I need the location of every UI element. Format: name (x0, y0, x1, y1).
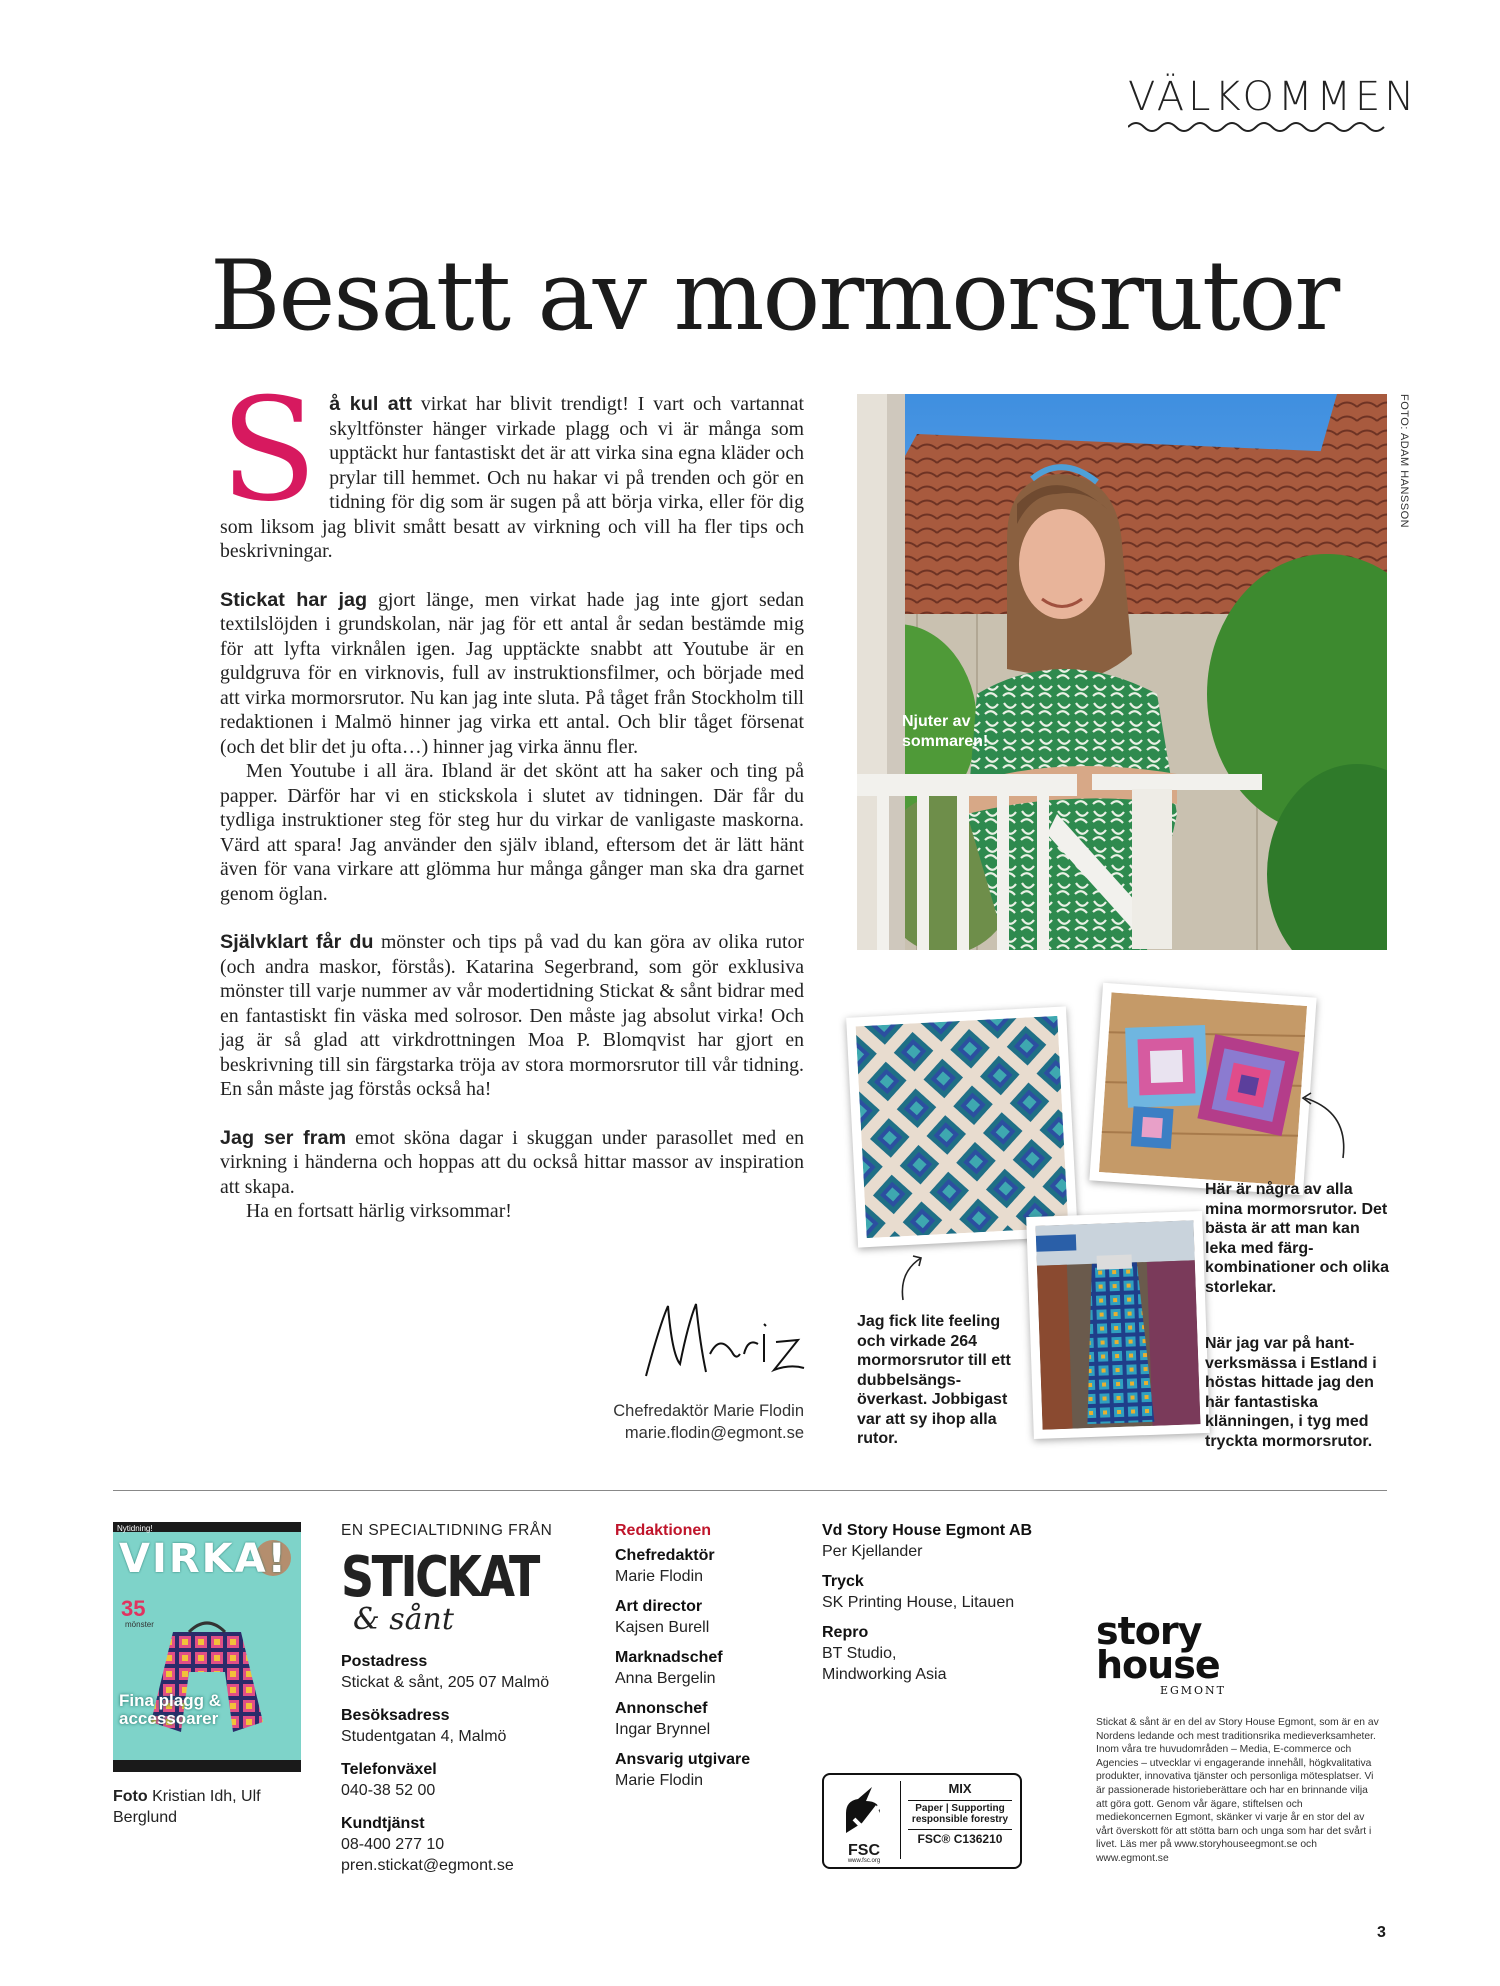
publisher-brand-sub: & sånt (353, 1602, 454, 1637)
cover-count: 35 (121, 1596, 146, 1621)
fsc-badge (822, 1773, 1022, 1869)
fsc-divider (900, 1781, 901, 1859)
article-paragraph-5 (220, 1126, 804, 1200)
staff-label: Marknadschef (615, 1649, 723, 1666)
phone-value: 040-38 52 00 (341, 1782, 436, 1799)
footer-divider (113, 1490, 1387, 1491)
visit-value: Studentgatan 4, Malmö (341, 1728, 507, 1745)
fsc-logo (832, 1783, 896, 1864)
article-body (220, 368, 805, 1224)
blanket-arrow (895, 1252, 929, 1302)
storyhouse-logo (1096, 1609, 1226, 1697)
phone-label: Telefonväxel (341, 1761, 437, 1778)
fsc-url: www.fsc.org (847, 1858, 881, 1864)
company-value: Per Kjellander (822, 1543, 923, 1560)
squares-illustration (1099, 992, 1307, 1185)
storyhouse-about: Stickat & sånt är en del av Story House Egmont, som är en av Nordens ledande och mest traditionsrika medieverksamheter. Inom våra tre huvudområden – Media, E-commerce och Agencies – utvecklar vi engagerande innehåll, högkvalitativa produkter, innovativa tjänster och personliga mötesplatser. Vi är passionerade historieberättare och har en brinnande vilja att göra gott. Genom vår ägare, stiftelsen och mediekoncernen Egmont, skänker vi varje år en stor del av vårt överskott för att stötta barn och unga som har det svårt i livet. Läs mer på www.storyhouseegmont.se och www.egmont.se (1096, 1717, 1379, 1864)
article-paragraph-4 (220, 930, 804, 1102)
dress-illustration (1035, 1220, 1200, 1429)
company-value: SK Printing House, Litauen (822, 1594, 1015, 1611)
company-value: BT Studio, (822, 1645, 897, 1662)
postal-address (341, 1651, 581, 1693)
storyhouse-line-1: story (1096, 1609, 1202, 1653)
company-label: Vd Story House Egmont AB (822, 1522, 1033, 1539)
fsc-text (904, 1781, 1016, 1846)
publisher-column (341, 1520, 581, 1888)
article-paragraph-6: Ha en fortsatt härlig virksommar! (246, 1200, 512, 1222)
staff-name: Marie Flodin (615, 1772, 704, 1789)
blanket-caption: Jag fick lite feeling och virkade 264 mormorsrutor till ett dubbelsängsöverkast. Jobbigast var att sy ihop alla rutor. (857, 1313, 1011, 1447)
company-label: Tryck (822, 1573, 864, 1590)
article-paragraph-2 (220, 588, 804, 760)
dress-photo (1026, 1211, 1210, 1439)
company-label: Repro (822, 1624, 869, 1641)
paragraph-text: virkat har blivit trendigt! I vart och vartannat skyltfönster hänger virkade plagg och vi är många som upptäckt hur fantastiskt det är att virka sina egna kläder och prylar till hemmet. Och nu hakar vi på trenden och gör en tidning för dig som är sugen på att börja virka, eller för dig som liksom jag blivit smått besatt av virkning och vill ha fler tips och beskrivningar. (220, 393, 805, 562)
page-number: 3 (1377, 1924, 1386, 1941)
paragraph-lead: Jag ser fram (220, 1126, 347, 1149)
storyhouse-line-2: house (1096, 1643, 1220, 1687)
photo-credit-text: FOTO: ADAM HANSSON (1398, 394, 1410, 529)
fsc-line-2: responsible forestry (911, 1814, 1009, 1825)
postal-value: Stickat & sånt, 205 07 Malmö (341, 1674, 550, 1691)
postal-label: Postadress (341, 1653, 428, 1670)
staff-label: Chefredaktör (615, 1547, 715, 1564)
photo-credit (1392, 394, 1416, 594)
signature-image (640, 1294, 810, 1384)
visit-address (341, 1705, 581, 1747)
editor-photo (857, 394, 1387, 950)
staff-item (615, 1545, 785, 1587)
staff-name: Kajsen Burell (615, 1619, 710, 1636)
signature-block (520, 1400, 804, 1444)
staff-item (615, 1698, 785, 1740)
wave-divider (1128, 118, 1390, 136)
staff-item (615, 1596, 785, 1638)
cover-credit (113, 1786, 301, 1828)
company-item (822, 1571, 1062, 1613)
cover-thumbnail (113, 1522, 301, 1772)
editor-email: marie.flodin@egmont.se (624, 1424, 804, 1442)
page-title: Besatt av mormorsrutor (210, 240, 1339, 352)
staff-label: Art director (615, 1598, 703, 1615)
customer-service-label: Kundtjänst (341, 1815, 425, 1832)
storyhouse-line-3: EGMONT (1159, 1684, 1226, 1697)
cover-tagline: Fina plagg & accessoarer (119, 1691, 221, 1728)
squares-photo (1089, 983, 1316, 1195)
paragraph-lead: å kul att (329, 393, 412, 415)
squares-arrow (1295, 1092, 1355, 1162)
article-paragraph-1 (220, 368, 805, 564)
photo-caption: Njuter av sommaren! (902, 713, 989, 750)
staff-item (615, 1749, 785, 1791)
company-value-2: Mindworking Asia (822, 1666, 947, 1683)
editorial-column (615, 1520, 785, 1800)
customer-service-email: pren.stickat@egmont.se (341, 1857, 514, 1874)
paragraph-text: emot sköna dagar i skuggan under parasollet med en virkning i händerna och hoppas att du också hittar massor av inspiration att skapa. (220, 1126, 804, 1198)
staff-name: Marie Flodin (615, 1568, 704, 1585)
company-item (822, 1520, 1062, 1562)
staff-label: Ansvarig utgivare (615, 1751, 751, 1768)
customer-service (341, 1813, 581, 1876)
fsc-code: FSC® C136210 (917, 1832, 1003, 1846)
paragraph-text: mönster och tips på vad du kan göra av olika rutor (och andra maskor, förstås). Katarina Segerbrand, som gör exklusiva mönster till varje nummer av vår modertidning Stickat & sånt bidrar med en fantastiskt fin väska med solrosor. Den måste jag absolut virka! Och jag är så glad att virkdrottningen Moa P. Blomqvist har gjort en beskrivning till sin färgstarka tröja av stora mormorsrutor till vår tidning. En sån måste jag förstås också ha! (220, 931, 804, 1100)
phone (341, 1759, 581, 1801)
dress-caption: När jag var på hantverksmässa i Estland i höstas hittade jag den här fantastiska klänningen, i tyg med tryckta mormorsrutor. (1205, 1335, 1377, 1450)
cover-credit-label: Foto (113, 1788, 148, 1805)
article-paragraph-3: Men Youtube i all ära. Ibland är det skönt att ha saker och ting på papper. Därför har vi en stickskola i slutet av tidningen. Där får du tydliga instruktioner steg för steg hur du virkar de vanligaste maskorna. Värd att spara! Jag använder den själv ibland, eftersom det är lätt hänt även för vana virkare att glömma hur många gånger man ska dra garnet genom öglan. (220, 760, 804, 905)
customer-service-phone: 08-400 277 10 (341, 1836, 445, 1853)
editor-photo-illustration (857, 394, 1387, 950)
cover-title: VIRKA! (119, 1536, 288, 1582)
publisher-tagline: EN SPECIALTIDNING FRÅN (341, 1522, 553, 1539)
paragraph-lead: Stickat har jag (220, 588, 368, 611)
squares-caption: Här är några av alla mina mormorsrutor. Det bästa är att man kan leka med färgkombinationer och olika storlekar. (1205, 1181, 1390, 1296)
fsc-mix: MIX (948, 1781, 972, 1796)
cover-kicker: Nytidning! (117, 1524, 153, 1533)
section-label: VÄLKOMMEN (1128, 74, 1419, 120)
company-item (822, 1622, 1062, 1685)
cover-credit-names: Kristian Idh, Ulf Berglund (113, 1788, 261, 1826)
drop-cap: S (220, 368, 318, 533)
paragraph-lead: Självklart får du (220, 931, 374, 953)
staff-item (615, 1647, 785, 1689)
blanket-illustration (856, 1016, 1069, 1238)
staff-name: Ingar Brynnel (615, 1721, 711, 1738)
blanket-photo (846, 1006, 1078, 1247)
fsc-line-1: Paper | Supporting (915, 1803, 1005, 1814)
visit-label: Besöksadress (341, 1707, 450, 1724)
editorial-heading: Redaktionen (615, 1522, 712, 1539)
publisher-brand: STICKAT (341, 1545, 538, 1610)
paragraph-text: gjort länge, men virkat hade jag inte gjort sedan textilslöjden i grundskolan, när jag för ett antal år sedan bestämde mig för att lyfta virknålen igen. Jag upptäckte snabbt att Youtube är en guldgruva för en virknovis, full av instruktionsfilmer, och började med att virka mormorsrutor. Nu kan jag inte sluta. På tåget från Stockholm till redaktionen i Malmö hinner jag virka ett antal. Och blir tåget försenat (och det blir det ju ofta…) hinner jag virka ännu fler. (220, 588, 804, 758)
staff-name: Anna Bergelin (615, 1670, 716, 1687)
fsc-label: FSC (848, 1842, 880, 1859)
editor-title: Chefredaktör Marie Flodin (613, 1402, 804, 1420)
staff-label: Annonschef (615, 1700, 708, 1717)
tree-check-icon (832, 1783, 896, 1839)
cover-count-label: mönster (125, 1620, 154, 1629)
company-column (822, 1520, 1062, 1694)
